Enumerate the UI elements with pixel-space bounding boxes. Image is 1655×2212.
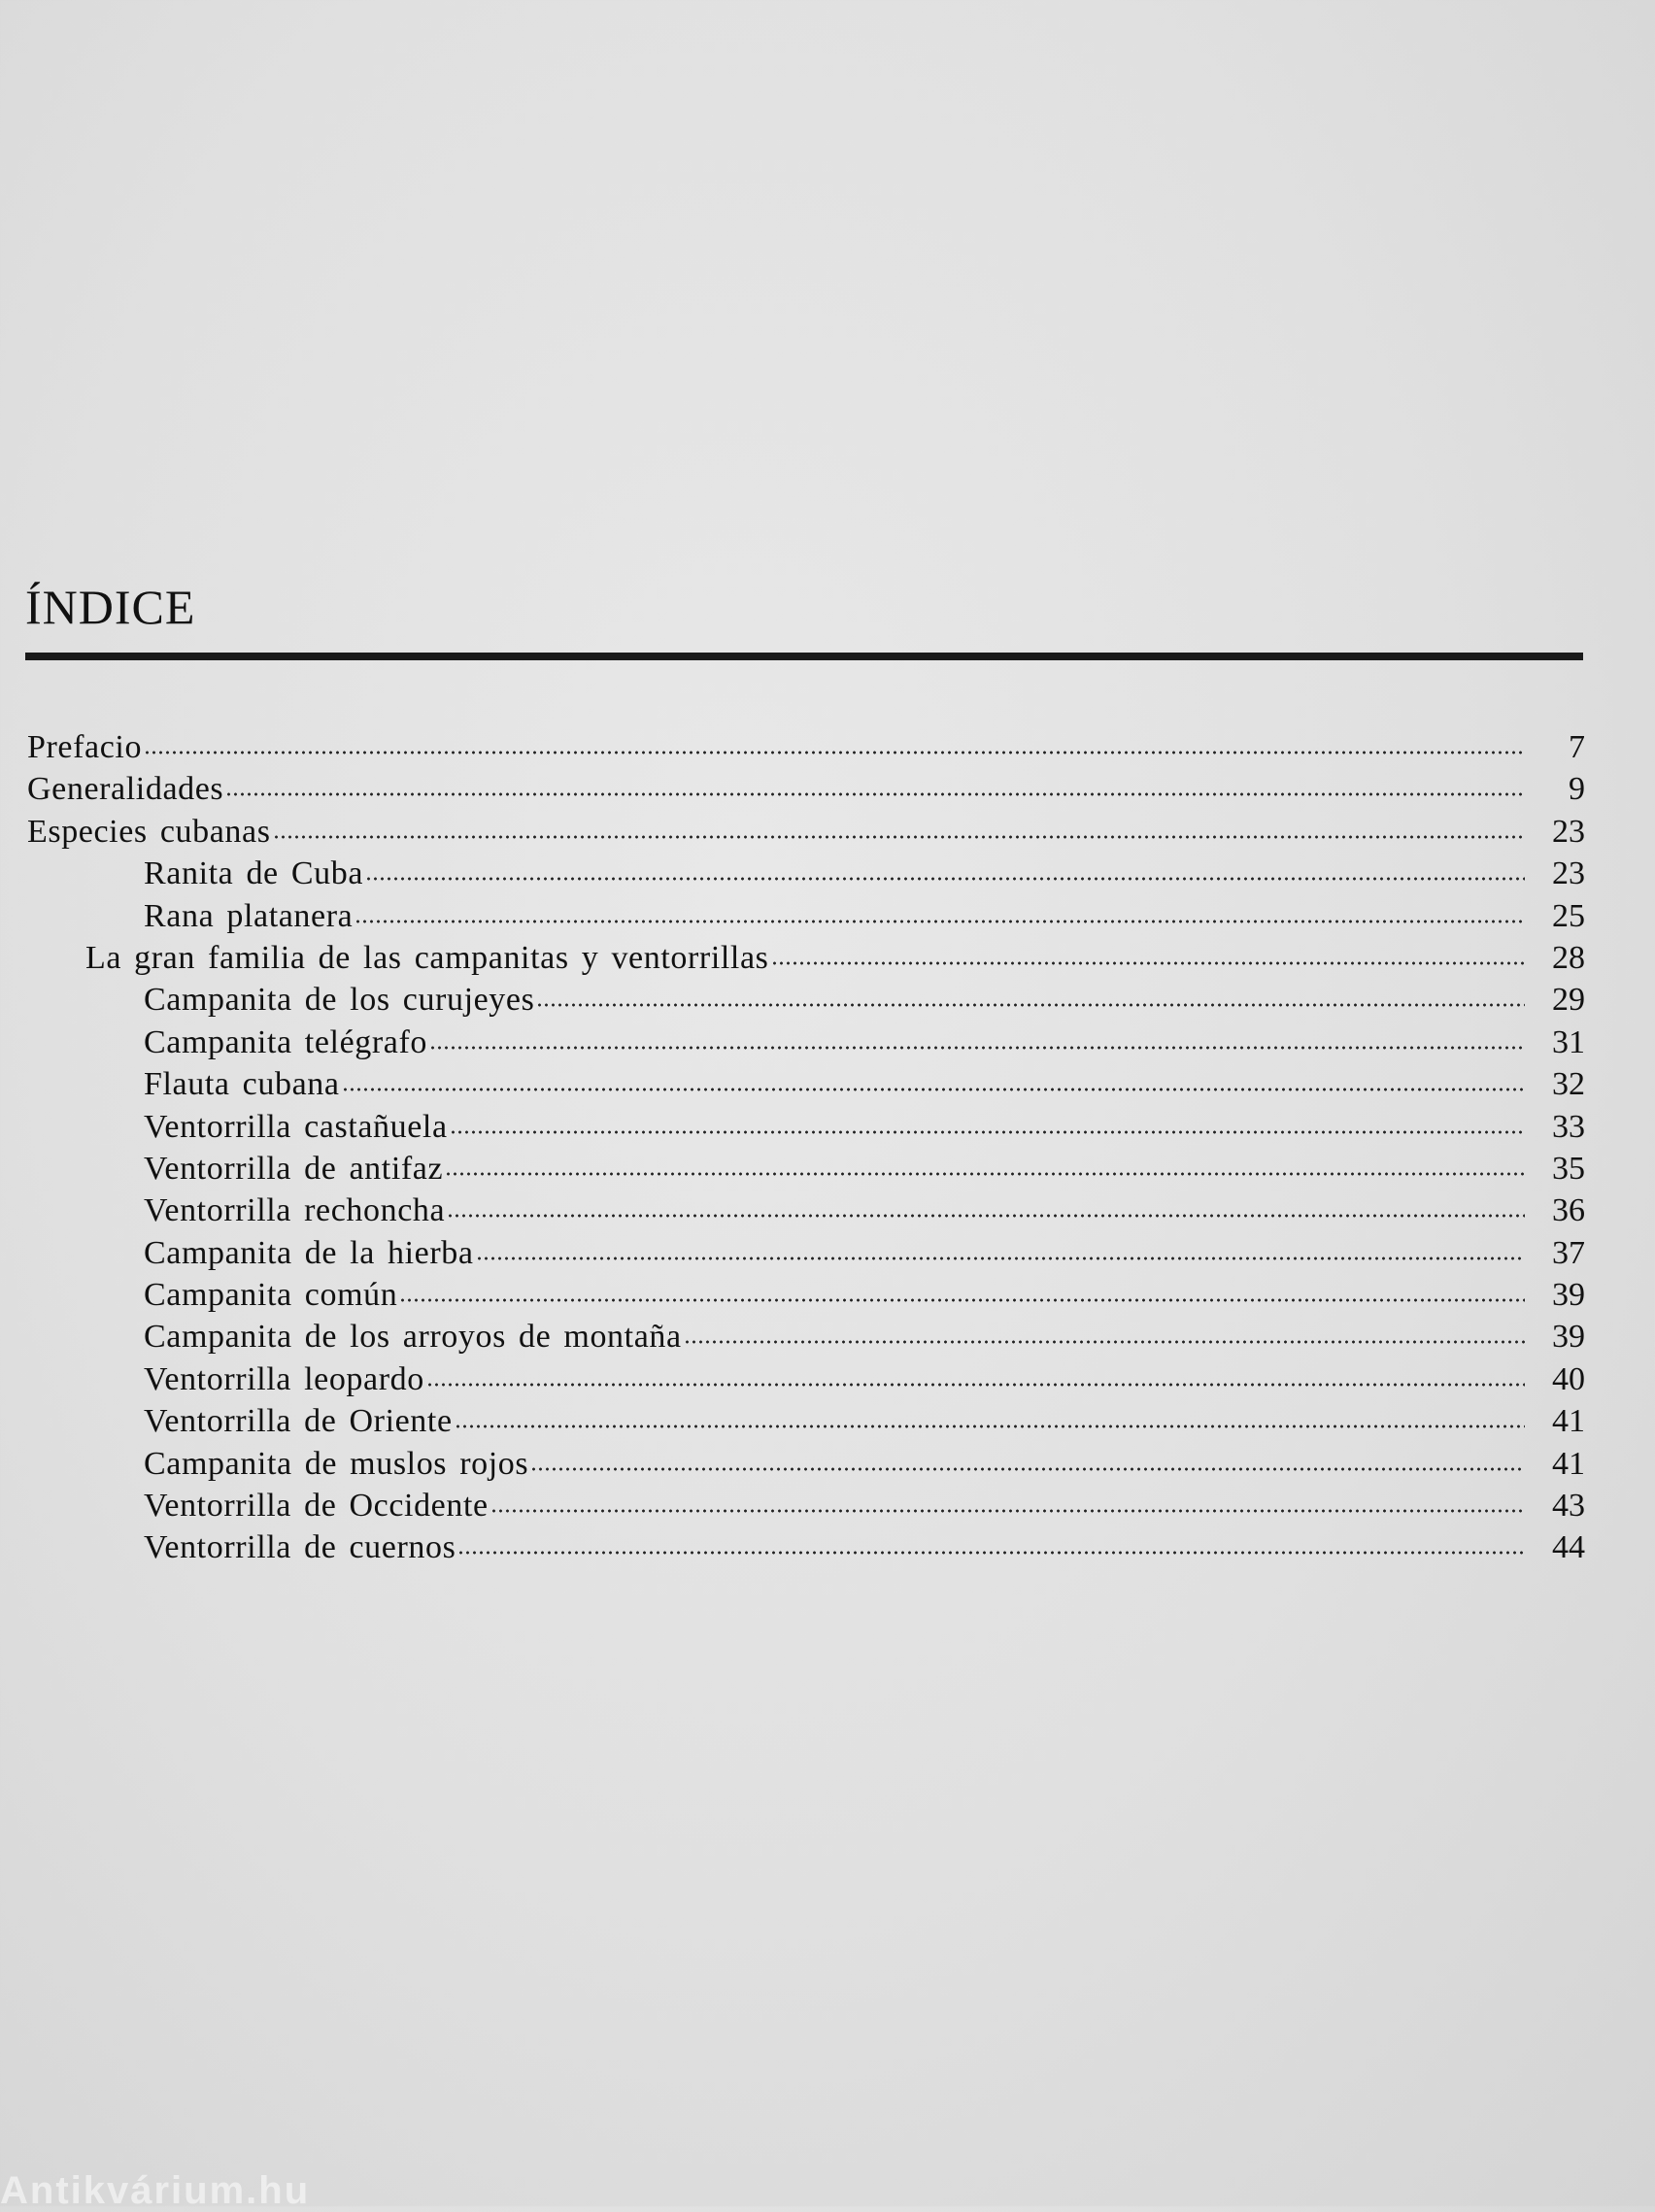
dot-leader <box>771 959 1526 967</box>
dot-leader <box>355 918 1525 925</box>
toc-entry-page-number: 23 <box>1552 813 1585 850</box>
dot-leader <box>445 1170 1525 1178</box>
dot-leader <box>476 1255 1525 1262</box>
dot-leader <box>426 1381 1525 1389</box>
toc-entry <box>27 1022 1585 1063</box>
toc-entry <box>27 1190 1585 1231</box>
toc-entry-title: La gran familia de las campanitas y ventorrillas <box>85 939 769 976</box>
toc-entry-page-number: 41 <box>1552 1445 1585 1482</box>
toc-entry-title: Ventorrilla de antifaz <box>144 1150 444 1187</box>
dot-leader <box>342 1086 1525 1093</box>
toc-entry-page-number: 28 <box>1552 939 1585 976</box>
toc-entry <box>27 979 1585 1021</box>
index-heading: ÍNDICE <box>25 580 196 634</box>
toc-entry-page-number: 43 <box>1552 1488 1585 1525</box>
toc-entry-title: Rana platanera <box>144 897 354 934</box>
table-of-contents <box>27 726 1585 1569</box>
dot-leader <box>225 790 1525 798</box>
toc-entry-page-number: 37 <box>1552 1234 1585 1271</box>
toc-entry <box>27 1400 1585 1442</box>
dot-leader <box>457 1549 1525 1557</box>
toc-entry-page-number: 33 <box>1552 1108 1585 1145</box>
toc-entry-title: Campanita común <box>144 1277 398 1314</box>
toc-entry <box>27 811 1585 853</box>
toc-entry <box>27 726 1585 768</box>
heading-rule <box>25 653 1583 660</box>
toc-entry <box>27 937 1585 979</box>
toc-entry <box>27 1232 1585 1274</box>
watermark: Antikvárium.hu <box>0 2169 311 2212</box>
dot-leader <box>684 1338 1525 1346</box>
dot-leader <box>530 1465 1525 1473</box>
toc-entry <box>27 853 1585 894</box>
toc-entry-title: Prefacio <box>27 729 143 765</box>
toc-entry-title: Ranita de Cuba <box>144 855 364 892</box>
dot-leader <box>447 1212 1525 1220</box>
toc-entry <box>27 1526 1585 1568</box>
toc-entry-title: Generalidades <box>27 771 224 808</box>
toc-entry <box>27 1063 1585 1105</box>
toc-entry-page-number: 40 <box>1552 1360 1585 1397</box>
dot-leader <box>429 1044 1525 1052</box>
toc-entry <box>27 895 1585 937</box>
toc-entry-page-number: 39 <box>1552 1319 1585 1356</box>
toc-entry-title: Ventorrilla de Oriente <box>144 1403 453 1440</box>
toc-entry-page-number: 31 <box>1552 1023 1585 1060</box>
toc-entry <box>27 1443 1585 1485</box>
toc-entry <box>27 1485 1585 1526</box>
toc-entry-page-number: 25 <box>1552 897 1585 934</box>
toc-entry-title: Ventorrilla rechoncha <box>144 1192 446 1229</box>
dot-leader <box>490 1507 1525 1515</box>
toc-entry-title: Campanita de muslos rojos <box>144 1445 529 1482</box>
toc-entry-page-number: 29 <box>1552 982 1585 1019</box>
toc-entry <box>27 1274 1585 1316</box>
toc-entry-page-number: 7 <box>1569 729 1585 765</box>
toc-entry-title: Campanita telégrafo <box>144 1023 427 1060</box>
toc-entry-title: Campanita de los curujeyes <box>144 982 535 1019</box>
toc-entry-title: Campanita de los arroyos de montaña <box>144 1319 682 1356</box>
dot-leader <box>144 749 1525 756</box>
toc-entry <box>27 1106 1585 1148</box>
toc-entry-title: Ventorrilla leopardo <box>144 1360 424 1397</box>
toc-entry-page-number: 9 <box>1569 771 1585 808</box>
toc-entry-page-number: 35 <box>1552 1150 1585 1187</box>
toc-entry-page-number: 39 <box>1552 1277 1585 1314</box>
toc-entry <box>27 1148 1585 1190</box>
dot-leader <box>365 875 1525 883</box>
dot-leader <box>455 1423 1525 1430</box>
toc-entry-page-number: 44 <box>1552 1529 1585 1566</box>
toc-entry-page-number: 36 <box>1552 1192 1585 1229</box>
toc-entry-title: Ventorrilla castañuela <box>144 1108 448 1145</box>
dot-leader <box>399 1296 1525 1304</box>
dot-leader <box>536 1001 1525 1009</box>
toc-entry <box>27 1316 1585 1357</box>
toc-entry <box>27 1358 1585 1400</box>
toc-entry-title: Ventorrilla de Occidente <box>144 1488 489 1525</box>
dot-leader <box>273 833 1525 841</box>
toc-entry-page-number: 23 <box>1552 855 1585 892</box>
dot-leader <box>450 1128 1525 1136</box>
toc-entry-title: Flauta cubana <box>144 1066 340 1103</box>
toc-entry <box>27 768 1585 810</box>
toc-entry-title: Campanita de la hierba <box>144 1234 474 1271</box>
toc-entry-title: Especies cubanas <box>27 813 271 850</box>
toc-entry-title: Ventorrilla de cuernos <box>144 1529 456 1566</box>
toc-entry-page-number: 32 <box>1552 1066 1585 1103</box>
toc-entry-page-number: 41 <box>1552 1403 1585 1440</box>
